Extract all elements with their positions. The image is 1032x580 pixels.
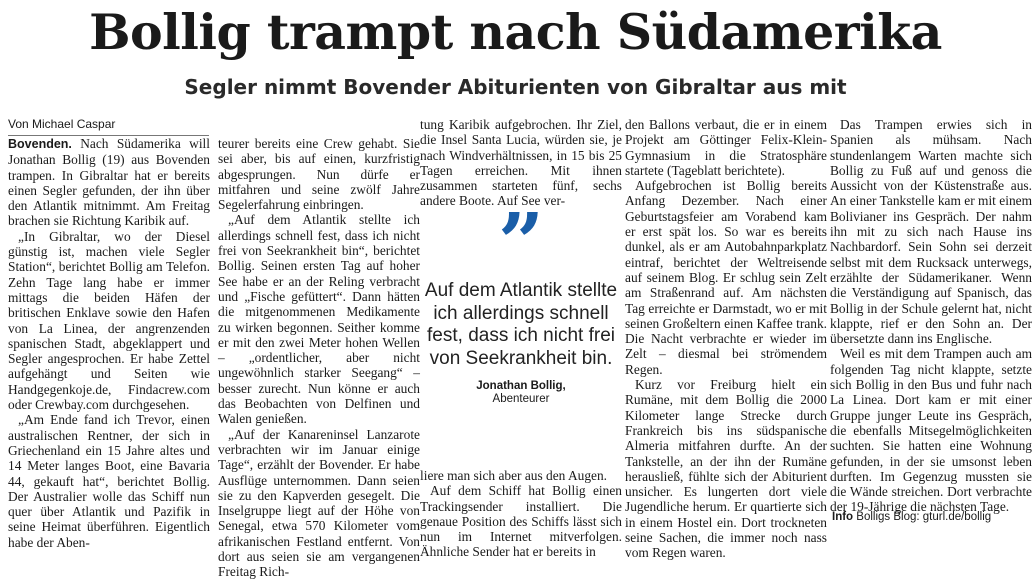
article-column-3-top (420, 117, 622, 209)
paragraph: teurer bereits eine Crew gehabt. Sie sei aber, bis auf einen, kurzfristig abgesprungen. Nun dürfe er mitfahren und seine zwölf Jahre Segelerfahrung einbringen. (218, 136, 420, 213)
paragraph: Weil es mit dem Trampen auch am folgenden Tag nicht klappte, setzte sich Bollig in den Bus und fuhr nach La Linea. Dort kam er mit einer Gruppe junger Leute ins Gespräch, die ebenfalls Mitsegelmöglichkeiten suchten. Sie hatten eine Wohnung gefunden, in der sie umsonst leben durften. Im Gegenzug mussten sie die Wände streichen. Dort verbrachte der 19-Jährige die nächsten Tage. (830, 346, 1032, 515)
article-column-2 (218, 136, 420, 580)
paragraph: „Auf der Kanareninsel Lanzarote verbrachten wir im Januar einige Tage“, erzählt der Bovender. Er habe Ausflüge unternommen. Dann seien sie zu den Kapverden gesegelt. Die Inselgruppe liegt auf der Höhe von Senegal, etwa 570 Kilometer vom afrikanischen Festland entfernt. Von dort aus seien sie am vergangenen Freitag Rich- (218, 426, 420, 580)
pull-quote (420, 195, 622, 406)
article-column-4 (625, 117, 827, 561)
pull-quote-text: Auf dem Atlantik stellte ich allerdings schnell fest, dass ich nicht frei von Seekrankheit bin. (424, 280, 618, 369)
article-headline: Bollig trampt nach Südamerika (89, 3, 942, 61)
paragraph: Auf dem Schiff hat Bollig einen Trackingsender installiert. Die genaue Position des Schiffs lässt sich nun im Internet mitverfolgen. Ähnliche Sender hat er bereits in (420, 483, 622, 560)
dateline-place: Bovenden. (8, 137, 72, 151)
paragraph: Das Trampen erwies sich in Spanien als mühsam. Nach stundenlangem Warten machte sich Bollig zu Fuß auf und genoss die Aussicht von der Küstenstraße aus. An einer Tankstelle kam er mit einem Bolivianer ins Gespräch. Der nahm ihn mit zu sich nach Hause ins Nachbardorf. Sein Sohn sei derzeit selbst mit dem Rucksack unterwegs, erzählte der Südamerikaner. Wenn die Verständigung auf Spanisch, das Bollig in der Schule gelernt hat, nicht klappte, rief er den Sohn an. Der übersetzte dann ins Englische. (830, 117, 1032, 347)
paragraph: „In Gibraltar, wo der Diesel günstig ist, machen viele Segler Station“, berichtet Bollig am Telefon. Zehn Tage lang habe er immer mittags die beiden Häfen der britischen Enklave sowie den Hafen von La Linea, der angrenzenden spanischen Stadt, abgeklappert und Segler angesprochen. Er habe Zettel aufgehängt und Seiten wie Handgegenkoje.de, Findacrew.com oder Crewbay.com durchgesehen. (8, 228, 210, 413)
article-column-1 (8, 136, 210, 550)
paragraph: Aufgebrochen ist Bollig bereits Anfang Dezember. Nach einer Geburtstagsfeier am Vorabend kam er erst spät los. So war es bereits dunkel, als er am Autobahnparkplatz eintraf, berichtet der Weltreisende auf seinem Blog. Er schlug sein Zelt am Straßenrand auf. Am nächsten Tag erreichte er Darmstadt, wo er mit seinen Großeltern einen Kaffee trank. Die Nacht verbrachte er wieder im Zelt – diesmal bei strömendem Regen. (625, 178, 827, 377)
lead-paragraph: Bovenden. Nach Südamerika will Jonathan Bollig (19) aus Bovenden trampen. In Gibraltar hat er bereits einen Segler gefunden, der ihn über den Atlantik mitnimmt. Am Freitag brachen sie Richtung Karibik auf. (8, 136, 210, 229)
paragraph: „Auf dem Atlantik stellte ich allerdings schnell fest, dass ich nicht frei von Seekrankheit bin“, berichtet Bollig. Seinen ersten Tag auf hoher See habe er an der Reling verbracht und „Fische gefüttert“. Dann hätten die mitgenommenen Medikamente zu wirken begonnen. Seither komme er mit den zwei Meter hohen Wellen – „ordentlicher, aber nicht ungewöhnlich starker Seegang“ – besser zurecht. Nun könne er auch das Beobachten von Delfinen und Walen genießen. (218, 212, 420, 427)
paragraph: tung Karibik aufgebrochen. Ihr Ziel, die Insel Santa Lucia, würden sie, je nach Windverhältnissen, in 15 bis 25 Tagen erreichen. Mit ihnen zusammen starteten fünf, sechs andere Boote. Auf See ver- (420, 117, 622, 209)
paragraph: Kurz vor Freiburg hielt ein Rumäne, mit dem Bollig die 2000 Kilometer lange Strecke durch Frankreich bis ins südspanische Almeria mitfahren durfte. An der Tankstelle, an der ihn der Rumäne herausließ, fühlte sich der Abiturient unsicher. Es lungerten dort viele Jugendliche herum. Er quartierte sich in einem Hostel ein. Dort trockneten seine Sachen, die immer noch nass vom Regen waren. (625, 377, 827, 561)
info-label: Info (832, 511, 854, 523)
quote-mark-icon: ” (497, 195, 544, 289)
info-blog-link[interactable]: Bolligs Blog: gturl.de/bollig (853, 511, 992, 523)
paragraph: „Am Ende fand ich Trevor, einen australischen Rentner, der sich in Griechenland ein 15 Jahre altes und 14 Meter langes Boot, eine Bavaria 44, gekauft hat“, berichtet Bollig. Der Australier wolle das Schiff nun quer über Atlantik und Pazifik in seine Heimat überführen. Eigentlich habe der Aben- (8, 412, 210, 550)
article-column-3-bottom (420, 468, 622, 560)
paragraph: liere man sich aber aus den Augen. (420, 468, 608, 483)
article-column-5 (830, 117, 1032, 531)
article-subheadline: Segler nimmt Bovender Abiturienten von Gibraltar aus mit (184, 75, 847, 99)
info-box (832, 510, 1030, 524)
paragraph: den Ballons verbaut, die er in einem Projekt am Göttinger Felix-Klein-Gymnasium in die Stratosphäre startete (Tageblatt berichtete). (625, 117, 827, 178)
pull-quote-role: Abenteurer (492, 393, 550, 405)
byline: Von Michael Caspar (8, 117, 209, 136)
pull-quote-author: Jonathan Bollig, (476, 380, 566, 392)
